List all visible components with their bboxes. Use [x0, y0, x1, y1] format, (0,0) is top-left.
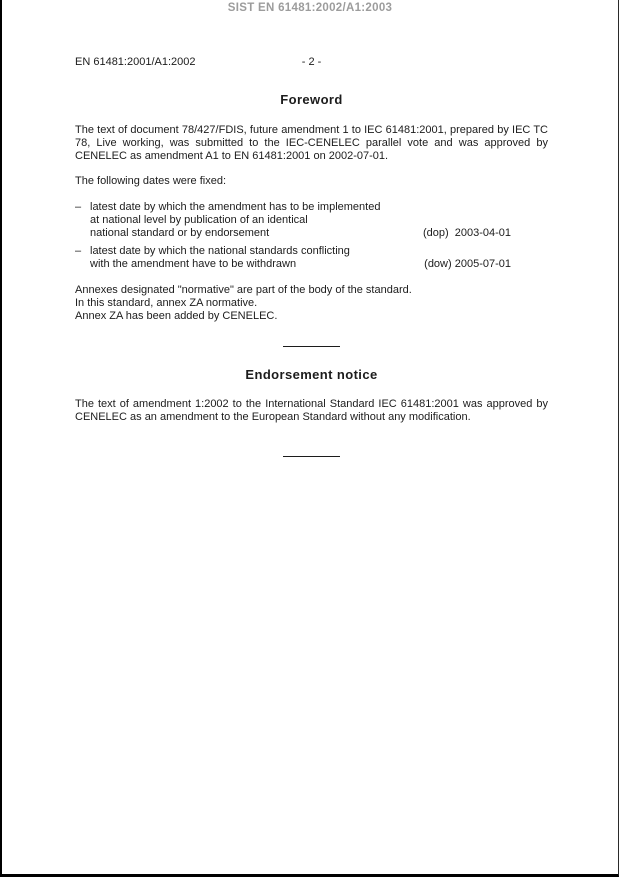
list-item [75, 201, 548, 240]
text-line: latest date by which the national standards conflicting [90, 245, 350, 257]
sist-watermark: SIST EN 61481:2002/A1:2003 [227, 2, 393, 14]
foreword-paragraph-1: The text of document 78/427/FDIS, future amendment 1 to IEC 61481:2001, prepared by IEC TC 78, Live working, was submitted to the IEC-CENELEC parallel vote and was approved by CENELEC as amendment A1 to EN 61481:2001 on 2002-07-01. [75, 124, 548, 162]
page-header [75, 56, 548, 69]
endorsement-paragraph: The text of amendment 1:2002 to the International Standard IEC 61481:2001 was approved by CENELEC as an amendment to the European Standard without any modification. [75, 398, 548, 423]
text-line: with the amendment have to be withdrawn [90, 258, 297, 270]
list-item-text [90, 201, 380, 240]
annex-notes [75, 284, 548, 323]
text-line: Annex ZA has been added by CENELEC. [75, 310, 278, 322]
list-item-body [75, 201, 380, 240]
dop-date: (dop) 2003-04-01 [422, 227, 511, 239]
page-content [75, 0, 548, 457]
text-line: national standard or by endorsement [90, 227, 270, 239]
separator-line [283, 456, 340, 457]
list-dash: – [75, 245, 82, 257]
list-item-text [90, 245, 350, 271]
page-number: - 2 - [301, 56, 322, 68]
fixed-dates-list [75, 201, 548, 271]
foreword-title: Foreword [280, 92, 343, 107]
text-line: In this standard, annex ZA normative. [75, 297, 258, 309]
text-line: Annexes designated "normative" are part of the body of the standard. [75, 284, 412, 296]
dow-date: (dow) 2005-07-01 [424, 258, 511, 270]
list-dash: – [75, 201, 82, 213]
document-reference: EN 61481:2001/A1:2002 [75, 56, 196, 68]
separator-line [283, 346, 340, 347]
list-item-body [75, 245, 350, 271]
list-item [75, 245, 548, 271]
foreword-paragraph-2: The following dates were fixed: [75, 175, 227, 187]
endorsement-title: Endorsement notice [245, 367, 378, 382]
text-line: at national level by publication of an identical [90, 214, 308, 226]
text-line: latest date by which the amendment has to be implemented [90, 201, 381, 213]
